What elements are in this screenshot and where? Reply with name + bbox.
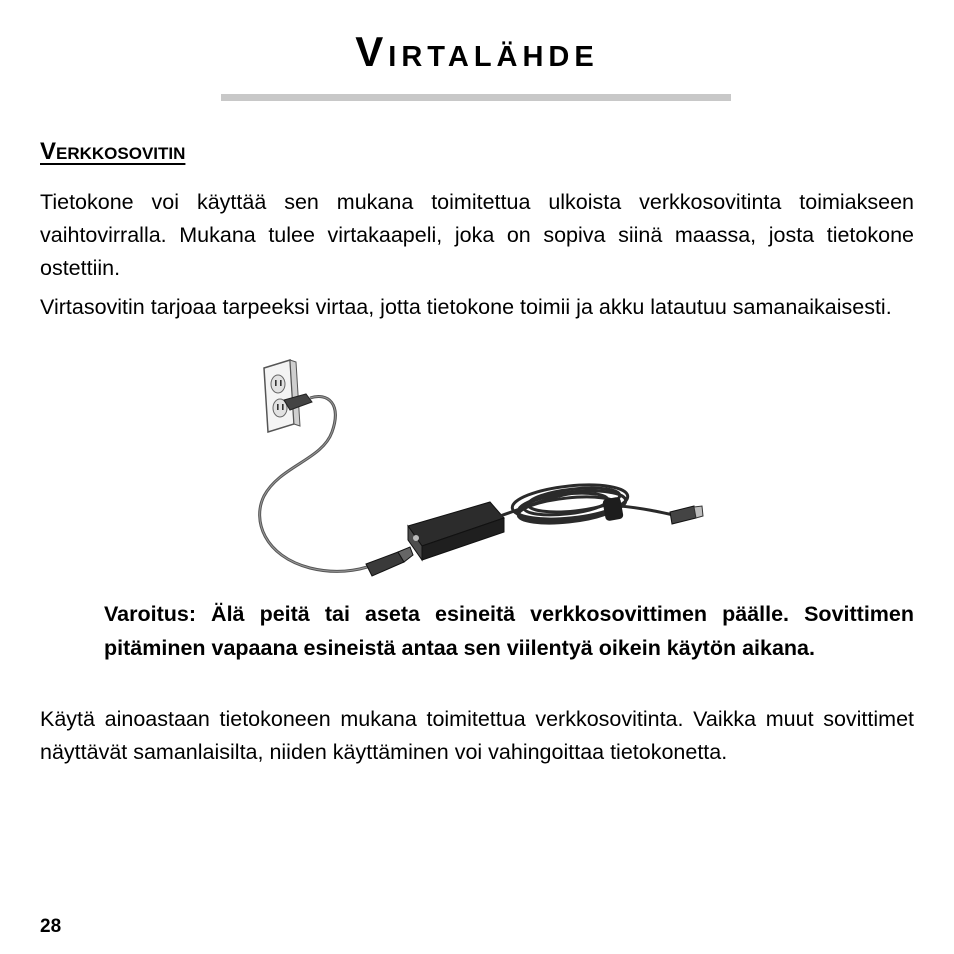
title-divider [221, 94, 731, 101]
wall-outlet-icon [264, 360, 300, 432]
adapter-brick-icon [408, 502, 504, 560]
page-number: 28 [40, 916, 62, 937]
page-title: Virtalähde [355, 28, 599, 75]
paragraph-intro: Tietokone voi käyttää sen mukana toimitettua ulkoista verkkosovitinta toimiakseen vaihtovirralla. Mukana tulee virtakaapeli, joka on sopiva siinä maassa, josta tietokone ostettiin. [40, 190, 914, 280]
paragraph-closing: Käytä ainoastaan tietokoneen mukana toimitettua verkkosovitinta. Vaikka muut sovittimet näyttävät samanlaisilta, niiden käyttäminen voi vahingoittaa tietokonetta. [40, 707, 914, 764]
section-heading: Verkkosovitin [40, 138, 186, 165]
ac-adapter-illustration [250, 356, 710, 594]
paragraph-power: Virtasovitin tarjoaa tarpeeksi virtaa, jotta tietokone toimii ja akku latautuu samanaikaisesti. [40, 295, 892, 319]
warning-note: Varoitus: Älä peitä tai aseta esineitä verkkosovittimen päälle. Sovittimen pitäminen vapaana esineistä antaa sen viilentyä oikein käytön aikana. [104, 602, 914, 660]
power-plug-icon [366, 547, 413, 576]
